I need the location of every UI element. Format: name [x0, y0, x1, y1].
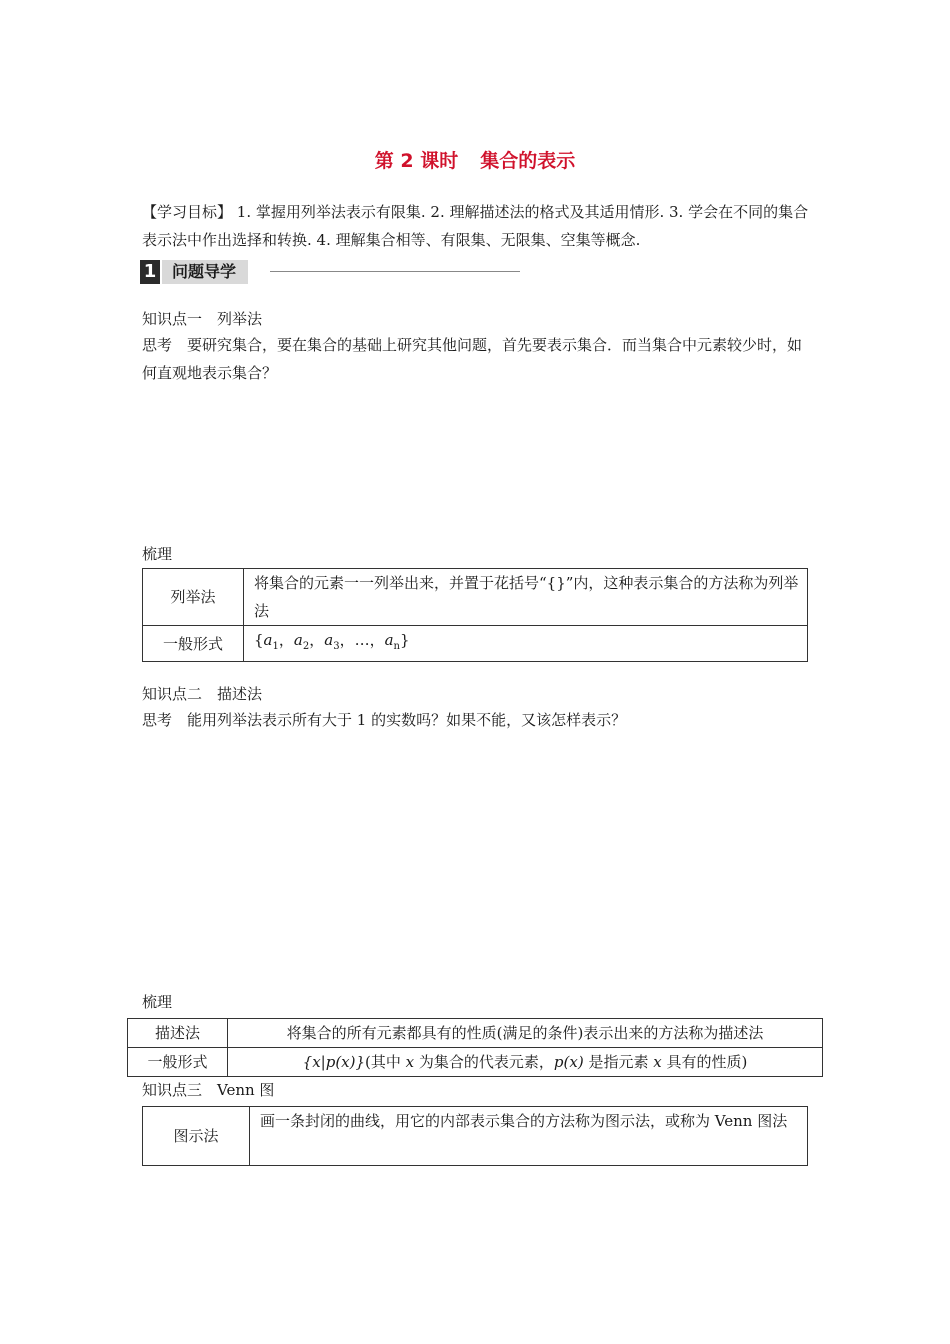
section-label: 问题导学	[162, 260, 248, 284]
knowledge2-heading: 知识点二 描述法	[142, 685, 263, 703]
knowledge2-summary-label: 梳理	[142, 993, 173, 1011]
table-cell-name: 图示法	[143, 1107, 250, 1166]
table-row	[143, 569, 808, 626]
section-header	[140, 258, 525, 288]
objectives-label: 【学习目标】	[142, 203, 233, 221]
general-form-description: {x|p(x)}(其中 x 为集合的代表元素，p(x) 是指元素 x 具有的性质)	[228, 1048, 823, 1077]
venn-table	[142, 1106, 808, 1166]
table-cell-desc: 画一条封闭的曲线，用它的内部表示集合的方法称为图示法，或称为 Venn 图法	[250, 1107, 808, 1166]
table-cell-name: 列举法	[143, 569, 244, 626]
knowledge1-heading: 知识点一 列举法	[142, 310, 263, 328]
knowledge1-summary-label: 梳理	[142, 545, 173, 563]
learning-objectives	[142, 198, 810, 254]
table-cell-name: 一般形式	[128, 1048, 228, 1077]
objectives-text: 1. 掌握用列举法表示有限集. 2. 理解描述法的格式及其适用情形. 3. 学会在不同的集合表示法中作出选择和转换. 4. 理解集合相等、有限集、无限集、空集等概念.	[142, 203, 809, 249]
table-row	[143, 626, 808, 662]
table-row	[128, 1019, 823, 1048]
page-title-part2: 集合的表示	[480, 150, 576, 172]
page-title-part1: 第 2 课时	[374, 150, 459, 172]
table-cell-desc: 将集合的所有元素都具有的性质(满足的条件)表示出来的方法称为描述法	[228, 1019, 823, 1048]
knowledge3-heading: 知识点三 Venn 图	[142, 1081, 275, 1099]
section-number: 1	[140, 260, 160, 284]
knowledge2-think: 思考 能用列举法表示所有大于 1 的实数吗？如果不能，又该怎样表示？	[142, 711, 627, 729]
section-divider	[270, 271, 520, 272]
table-row	[128, 1048, 823, 1077]
table-cell-name: 一般形式	[143, 626, 244, 662]
description-table	[127, 1018, 823, 1077]
table-cell-desc: 将集合的元素一一列举出来，并置于花括号“{}”内，这种表示集合的方法称为列举法	[244, 569, 808, 626]
knowledge1-think: 思考 要研究集合，要在集合的基础上研究其他问题，首先要表示集合．而当集合中元素较少时，如何直观地表示集合？	[142, 336, 803, 382]
table-row	[143, 1107, 808, 1166]
general-form-enumeration: {$a_1$，$a_2$，$a_3$，…，$a_n$}	[244, 626, 808, 662]
page-title	[0, 146, 950, 173]
enumeration-table	[142, 568, 808, 662]
table-cell-name: 描述法	[128, 1019, 228, 1048]
